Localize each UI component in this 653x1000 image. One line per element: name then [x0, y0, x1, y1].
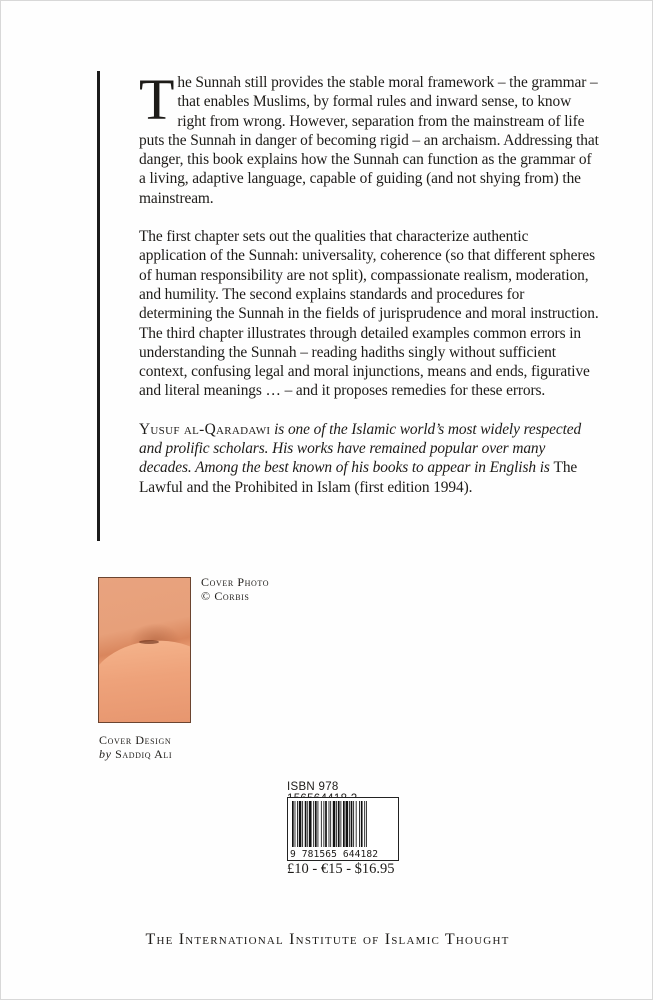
cover-photo-thumbnail [98, 577, 191, 723]
drop-cap: T [139, 67, 175, 132]
barcode-bar [351, 801, 353, 847]
barcode-bar [318, 801, 319, 847]
barcode-bar [336, 801, 337, 847]
design-credit-by: by [99, 747, 112, 761]
dune-shadow [139, 640, 159, 644]
book-title: The Lawful and the Prohibited in Islam (first edition 1994). [139, 459, 578, 496]
barcode-bars [288, 798, 398, 848]
design-credit-line [99, 747, 172, 761]
barcode-bar [321, 801, 322, 847]
photo-credit-label: Cover Photo [201, 575, 270, 589]
barcode-bar [309, 801, 312, 847]
barcode-bar [315, 801, 317, 847]
author-name: Yusuf al-Qaradawi [139, 420, 271, 438]
blurb [139, 67, 599, 516]
barcode-bar [353, 801, 354, 847]
barcode [287, 797, 399, 861]
author-bio [139, 420, 599, 497]
barcode-bar [346, 801, 349, 847]
author-bio-text: is one of the Islamic world’s most widely respected and prolific scholars. His works have remained popular over many decades. Among the best known of his books to appear in English is [139, 420, 582, 477]
barcode-bar [292, 801, 294, 847]
barcode-bar [307, 801, 308, 847]
publisher: The International Institute of Islamic Thought [145, 931, 510, 948]
blurb-paragraph-2: The first chapter sets out the qualities that characterize authentic application of the Sunnah: universality, coherence (so that different spheres of human responsibility are not split), compassionate realism, moderation, and humility. The second explains standards and procedures for determining the Sunnah in the fields of jurisprudence and moral instruction. The third chapter illustrates through detailed examples common errors in understanding the Sunnah – reading hadiths singly without sufficient context, confusing legal and moral injunctions, means and ends, figurative and literal meanings … – and it proposes remedies for these errors. [139, 228, 599, 400]
barcode-bar [305, 801, 307, 847]
design-credit-label: Cover Design [99, 733, 172, 747]
photo-credit [201, 575, 269, 603]
barcode-bar [302, 801, 303, 847]
design-credit [99, 733, 172, 761]
isbn-label: ISBN 978 [287, 781, 339, 793]
barcode-bar [329, 801, 330, 847]
barcode-bar [361, 801, 363, 847]
barcode-bar [297, 801, 298, 847]
barcode-digits: 9 781565 644182 [290, 849, 396, 860]
barcode-bar [313, 801, 314, 847]
blurb-paragraph-1 [139, 67, 599, 208]
design-credit-name: Saddiq Ali [115, 747, 173, 761]
photo-credit-source: © Corbis [201, 589, 250, 603]
barcode-bar [323, 801, 324, 847]
barcode-bar [343, 801, 345, 847]
dune-shape [98, 634, 191, 723]
barcode-bar [364, 801, 365, 847]
barcode-bar [325, 801, 327, 847]
vertical-rule [97, 71, 100, 541]
barcode-bar [340, 801, 341, 847]
blurb-paragraph-1-text: he Sunnah still provides the stable moral framework – the grammar – that enables Muslims, by formal rules and inward sense, to know right from wrong. However, separation from the mainstream of life puts the Sunnah in danger of becoming rigid – an archaism. Addressing that danger, this book explains how the Sunnah can function as the grammar of a living, adaptive language, capable of guiding (and not shying from) the mainstream. [139, 74, 599, 207]
barcode-bar [299, 801, 302, 847]
barcode-bar [330, 801, 331, 847]
barcode-bar [359, 801, 360, 847]
barcode-bar [333, 801, 336, 847]
barcode-bar [338, 801, 340, 847]
barcode-bar [356, 801, 357, 847]
barcode-bar [366, 801, 367, 847]
price: £10 - €15 - $16.95 [287, 861, 395, 877]
barcode-bar [295, 801, 296, 847]
barcode-bar [349, 801, 350, 847]
